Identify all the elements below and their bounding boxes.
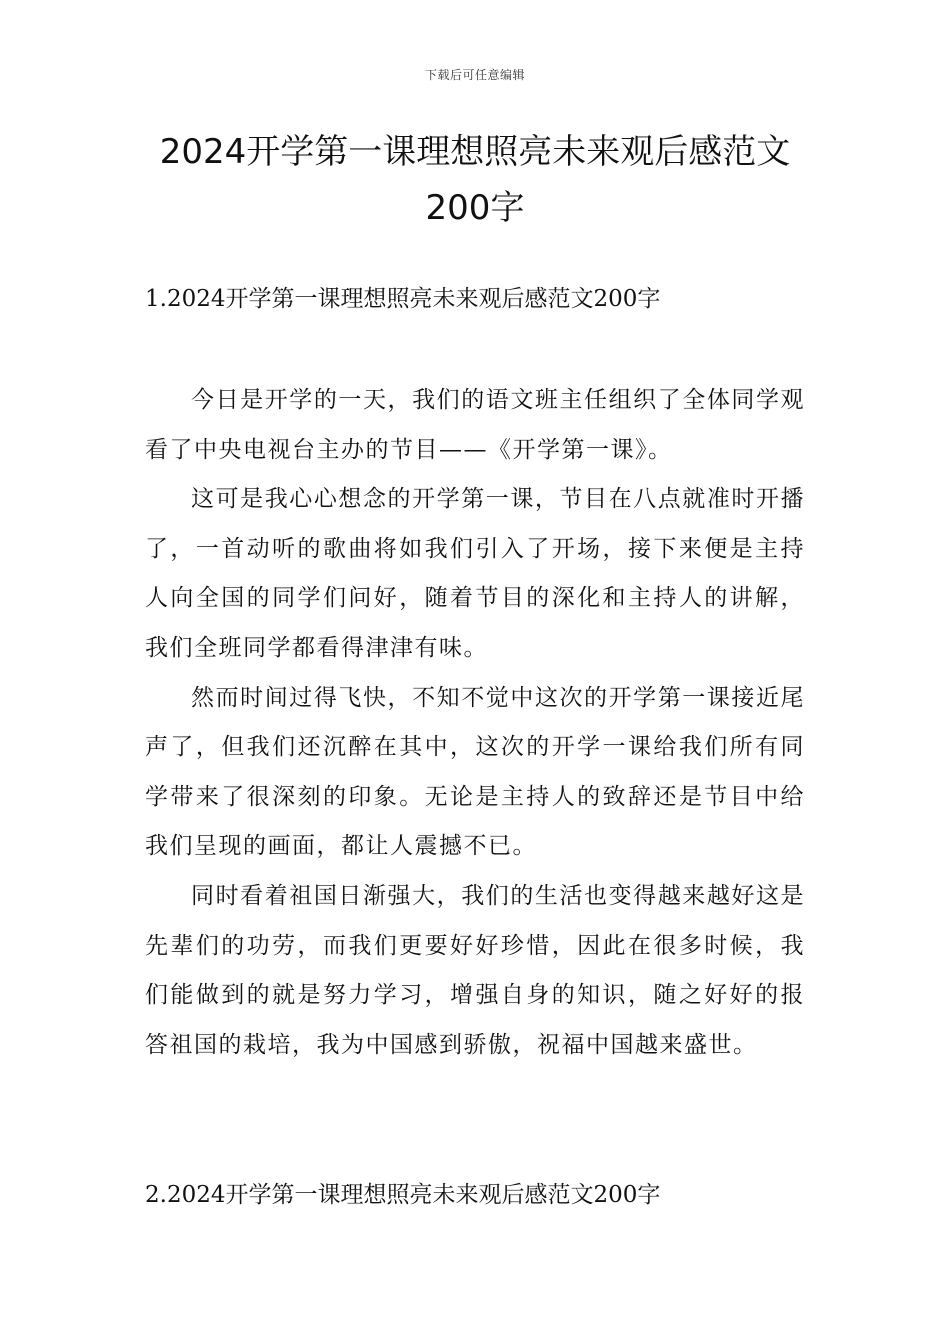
header-note: 下载后可任意编辑 <box>424 68 525 82</box>
section-heading-1: 1.2024开学第一课理想照亮未来观后感范文200字 <box>145 286 661 312</box>
section-body-1 <box>145 376 805 1070</box>
document-title <box>145 124 805 236</box>
section-heading-2: 2.2024开学第一课理想照亮未来观后感范文200字 <box>145 1182 661 1208</box>
document-title-line-1: 2024开学第一课理想照亮未来观后感范文 <box>159 132 791 172</box>
paragraph-4: 同时看着祖国日渐强大，我们的生活也变得越来越好这是先辈们的功劳，而我们更要好好珍惜，因此在很多时候，我们能做到的就是努力学习，增强自身的知识，随之好好的报答祖国的栽培，我为中国感到骄傲，祝福中国越来盛世。 <box>145 882 805 1058</box>
paragraph-2: 这可是我心心想念的开学第一课，节目在八点就准时开播了，一首动听的歌曲将如我们引入了开场，接下来便是主持人向全国的同学们问好，随着节目的深化和主持人的讲解，我们全班同学都看得津津有味。 <box>145 486 805 661</box>
paragraph-1: 今日是开学的一天，我们的语文班主任组织了全体同学观看了中央电视台主办的节目——《开学第一课》。 <box>145 387 805 463</box>
document-title-line-2: 200字 <box>425 188 525 228</box>
paragraph-3: 然而时间过得飞快，不知不觉中这次的开学第一课接近尾声了，但我们还沉醉在其中，这次的开学一课给我们所有同学带来了很深刻的印象。无论是主持人的致辞还是节目中给我们呈现的画面，都让人震撼不已。 <box>145 684 805 860</box>
